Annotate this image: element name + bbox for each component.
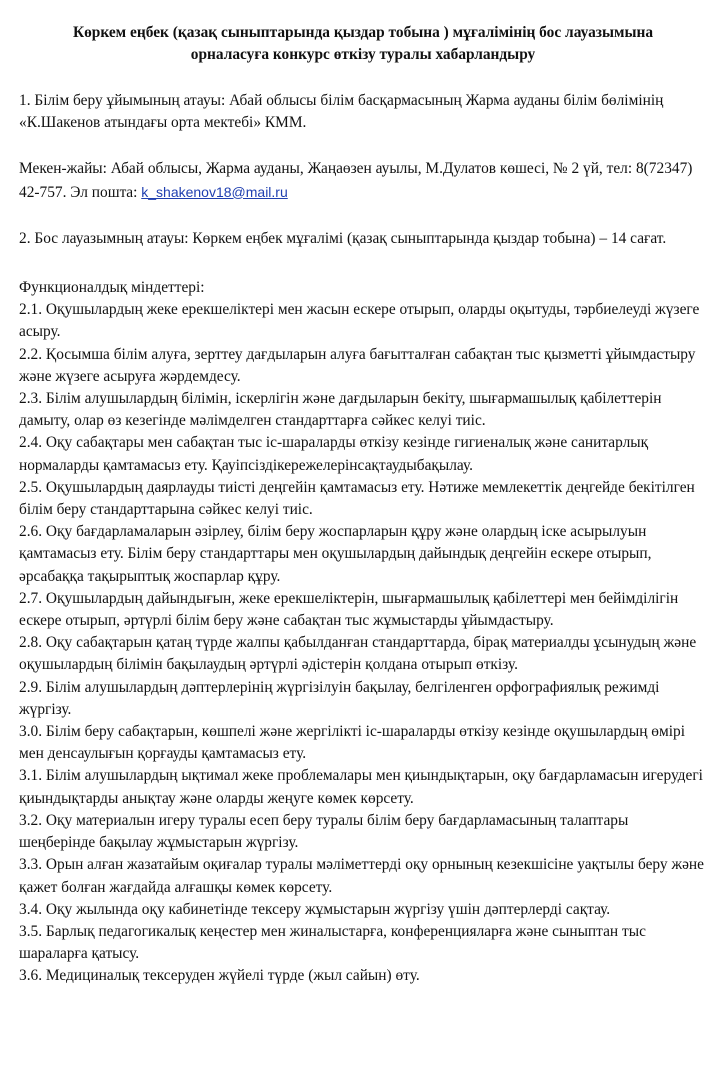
- title-line-2: орналасуға конкурс өткізу туралы хабарландыру: [190, 46, 536, 63]
- contact-address: [19, 158, 707, 203]
- document-page: [19, 22, 707, 988]
- duty-item: 3.2. Оқу материалын игеру туралы есеп беру туралы білім беру бағдарламасының талаптары шеңберінде бақылау жұмыстарын жүргізу.: [19, 811, 629, 852]
- address-text: Мекен-жайы: Абай облысы, Жарма ауданы, Жаңаөзен ауылы, М.Дулатов көшесі, № 2 үй, тел: 8(72347) 42-757. Эл поштa:: [19, 160, 693, 201]
- duties-list: [19, 299, 707, 987]
- vacancy-position: 2. Бос лауазымның атауы: Көркем еңбек мұғалімі (қазақ сыныптарында қыздар тобына) – 14 сағат.: [19, 229, 667, 247]
- document-title: [19, 22, 707, 66]
- duty-item: 2.6. Оқу бағдарламаларын әзірлеу, білім беру жоспарларын құру және олардың іске асырылуын қамтамасыз ету. Білім беру стандарттары мен оқушылардың дайындық деңгейін ескере отырып, әрсабаққа тақырыптық жоспарлар құру.: [19, 523, 652, 585]
- duty-item: 2.5. Оқушылардың даярлауды тиісті деңгейін қамтамасыз ету. Нәтиже мемлекеттік деңгейде бекітілген білім беру стандарттарына сәйкес келуі тиіс.: [19, 478, 695, 519]
- duty-item: 2.1. Оқушылардың жеке ерекшеліктері мен жасын ескере отырып, оларды оқытуды, тәрбиелеуді жүзеге асыру.: [19, 301, 700, 341]
- duty-item: 3.3. Орын алған жазатайым оқиғалар туралы мәліметтерді оқу орнының кезекшісіне уақтылы беру және қажет болған жағдайда алғашқы көмек көрсету.: [19, 856, 705, 896]
- duty-item: 3.5. Барлық педагогикалық кеңестер мен жиналыстарға, конференцияларға және сыныптан тыс шараларға қатысу.: [19, 922, 646, 963]
- duty-item: 2.7. Оқушылардың дайындығын, жеке ерекшеліктерін, шығармашылық қабілеттері мен бейімділігін ескере отырып, әртүрлі білім беру және сабақтан тыс жұмыстарды ұйымдастыру.: [19, 589, 679, 630]
- duties-heading: Функционалдық міндеттері:: [19, 279, 205, 297]
- duty-item: 2.4. Оқу сабақтары мен сабақтан тыс іс-шараларды өткізу кезінде гигиеналық және санитарлық нормаларды қамтамасыз ету. Қауіпсіздікережелерінсақтаудыбақылау.: [19, 434, 649, 474]
- duty-item: 3.0. Білім беру сабақтарын, көшпелі және жергілікті іс-шараларды өткізу кезінде оқушылардың өмірі мен денсаулығын қорғауды қамтамасыз ету.: [19, 723, 685, 763]
- organization-name: 1. Білім беру ұйымының атауы: Абай облысы білім басқармасының Жарма ауданы білім бөлімінің «К.Шакенов атындағы орта мектебі» КММ.: [19, 92, 664, 132]
- spacer: [19, 134, 707, 158]
- title-line-1: Көркем еңбек (қазақ сыныптарында қыздар тобына ) мұғалімінің бос лауазымына: [72, 24, 654, 41]
- email-link[interactable]: k_shakenov18@mail.ru: [141, 183, 288, 200]
- duty-item: 3.1. Білім алушылардың ықтимал жеке проблемалары мен қиындықтарын, оқу бағдарламасын игерудегі қиындықтарды анықтау және оларды жеңуге көмек көрсету.: [19, 767, 703, 807]
- duty-item: 2.2. Қосымша білім алуға, зерттеу дағдыларын алуға бағытталған сабақтан тыс қызметті ұйымдастыру және жүзеге асыруға жәрдемдесу.: [19, 345, 696, 385]
- duty-item: 3.6. Медициналық тексеруден жүйелі түрде (жыл сайын) өту.: [19, 967, 420, 985]
- spacer: [19, 250, 707, 277]
- duty-item: 2.3. Білім алушылардың білімін, іскерлігін және дағдыларын бекіту, шығармашылық қабілеттерін дамыту, олар өз кезегінде мәлімделген стандарттарға сәйкес келуі тиіс.: [19, 390, 662, 430]
- duty-item: 2.8. Оқу сабақтарын қатаң түрде жалпы қабылданған стандарттарда, бірақ материалды ұсынудың және оқушылардың білімін бақылаудың әртүрлі әдістерін қолдана отырып өткізу.: [19, 634, 697, 674]
- duty-item: 3.4. Оқу жылында оқу кабинетінде тексеру жұмыстарын жүргізу үшін дәптерлерді сақтау.: [19, 900, 611, 918]
- duty-item: 2.9. Білім алушылардың дәптерлерінің жүргізілуін бақылау, белгіленген орфографиялық режимді жүргізу.: [19, 678, 660, 718]
- spacer: [19, 204, 707, 228]
